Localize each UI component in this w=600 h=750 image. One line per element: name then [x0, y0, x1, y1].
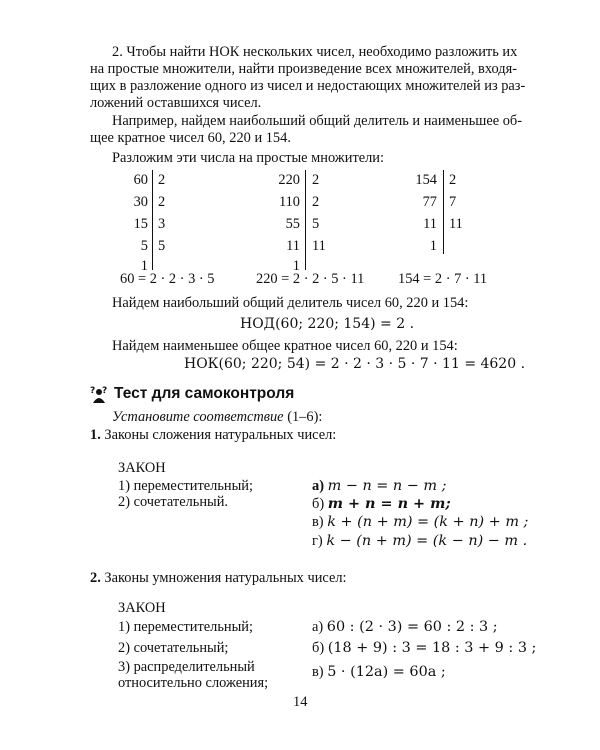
answer-option-c	[312, 664, 446, 681]
divider-line	[305, 170, 306, 270]
law-header: ЗАКОН	[118, 460, 166, 476]
law-item: 2) сочетательный.	[118, 494, 228, 510]
factorization-result: 154 = 2 · 7 · 11	[398, 271, 488, 287]
law-item: 3) распределительный	[118, 659, 255, 675]
factor-divisor: 11	[312, 238, 326, 254]
divider-line	[152, 170, 153, 270]
factor-divisor: 2	[158, 172, 166, 188]
option-formula: k − (n + m) = (k − n) − m .	[326, 533, 528, 549]
option-label: г)	[312, 533, 323, 549]
lcm-formula: НОК(60; 220; 54) = 2 · 2 · 3 · 5 · 7 · 11 = 4620 .	[184, 356, 526, 372]
law-item: относительно сложения;	[118, 675, 269, 691]
question-2-title	[90, 570, 347, 587]
factor-dividend: 1	[429, 238, 437, 254]
text-line: Например, найдем наибольший общий делитель и наименьшее об-	[112, 113, 523, 129]
option-formula: 60 : (2 · 3) = 60 : 2 : 3 ;	[326, 619, 498, 635]
factor-dividend: 11	[423, 216, 437, 232]
factorization-result: 220 = 2 · 2 · 5 · 11	[256, 271, 365, 287]
factor-divisor: 5	[158, 238, 166, 254]
factor-dividend: 1	[292, 258, 300, 274]
option-label: а)	[312, 619, 324, 635]
factor-divisor: 2	[312, 194, 320, 210]
factor-divisor: 7	[449, 194, 457, 210]
instruction-text: Установите соответствие	[112, 409, 284, 425]
factor-dividend: 60	[133, 172, 148, 188]
gcd-intro: Найдем наибольший общий делитель чисел 60, 220 и 154:	[112, 295, 469, 311]
question-text: Законы сложения натуральных чисел:	[104, 427, 337, 443]
option-formula: m − n = n − m ;	[327, 478, 447, 494]
example-paragraph	[90, 113, 523, 147]
answer-option-b	[312, 640, 536, 657]
option-label: в)	[312, 664, 324, 680]
question-number: 1.	[90, 427, 101, 443]
test-instruction	[112, 409, 322, 426]
factor-dividend: 5	[140, 238, 148, 254]
svg-text:?: ?	[102, 386, 108, 396]
divider-line	[443, 170, 444, 254]
rule2-paragraph	[90, 44, 526, 112]
option-formula: 5 · (12a) = 60a ;	[327, 664, 446, 680]
factor-dividend: 220	[278, 172, 300, 188]
answer-option-b	[312, 495, 451, 513]
self-test-heading: Тест для самоконтроля	[114, 385, 295, 402]
self-test-icon	[90, 384, 110, 404]
factor-dividend: 11	[286, 238, 300, 254]
option-label: а)	[312, 478, 324, 494]
page-number: 14	[293, 694, 308, 710]
law-header: ЗАКОН	[118, 600, 166, 616]
factor-divisor: 2	[449, 172, 457, 188]
law-item: 1) переместительный;	[118, 478, 253, 494]
factor-divisor: 3	[158, 216, 166, 232]
factor-dividend: 15	[133, 216, 148, 232]
text-line: щее кратное чисел 60, 220 и 154.	[90, 130, 291, 146]
text-line: на простые множители, найти произведение всех множителей, входя-	[90, 61, 518, 77]
option-formula: m + n = n + m;	[327, 495, 451, 512]
answer-option-c	[312, 514, 528, 531]
text-line: ложений оставшихся чисел.	[90, 95, 262, 111]
factor-intro: Разложим эти числа на простые множители:	[112, 150, 385, 166]
gcd-formula: НОД(60; 220; 154) = 2 .	[240, 316, 415, 332]
option-formula: k + (n + m) = (k + n) + m ;	[327, 514, 529, 530]
text-line: щих в разложение одного из чисел и недостающих множителей из раз-	[90, 78, 526, 94]
option-label: б)	[312, 640, 325, 656]
law-item: 1) переместительный;	[118, 619, 253, 635]
factor-dividend: 154	[415, 172, 437, 188]
factor-divisor: 5	[312, 216, 320, 232]
instruction-range: (1–6):	[287, 409, 323, 425]
svg-text:?: ?	[90, 386, 96, 396]
factorization-result: 60 = 2 · 2 · 3 · 5	[120, 271, 215, 287]
option-formula: (18 + 9) : 3 = 18 : 3 + 9 : 3 ;	[327, 640, 537, 656]
factor-dividend: 55	[285, 216, 300, 232]
answer-option-a	[312, 478, 446, 495]
factor-divisor: 2	[312, 172, 320, 188]
factor-dividend: 77	[422, 194, 437, 210]
question-number: 2.	[90, 570, 101, 586]
factor-dividend: 1	[140, 258, 148, 274]
text-line: 2. Чтобы найти НОК нескольких чисел, необходимо разложить их	[112, 44, 518, 60]
answer-option-d	[312, 533, 527, 550]
factor-divisor: 2	[158, 194, 166, 210]
option-label: б)	[312, 496, 325, 512]
answer-option-a	[312, 619, 498, 636]
question-1-title	[90, 427, 336, 444]
factor-dividend: 110	[278, 194, 300, 210]
lcm-intro: Найдем наименьшее общее кратное чисел 60, 220 и 154:	[112, 338, 458, 354]
factor-dividend: 30	[133, 194, 148, 210]
law-item: 2) сочетательный;	[118, 640, 229, 656]
factor-divisor: 11	[449, 216, 463, 232]
question-text: Законы умножения натуральных чисел:	[104, 570, 347, 586]
option-label: в)	[312, 514, 324, 530]
